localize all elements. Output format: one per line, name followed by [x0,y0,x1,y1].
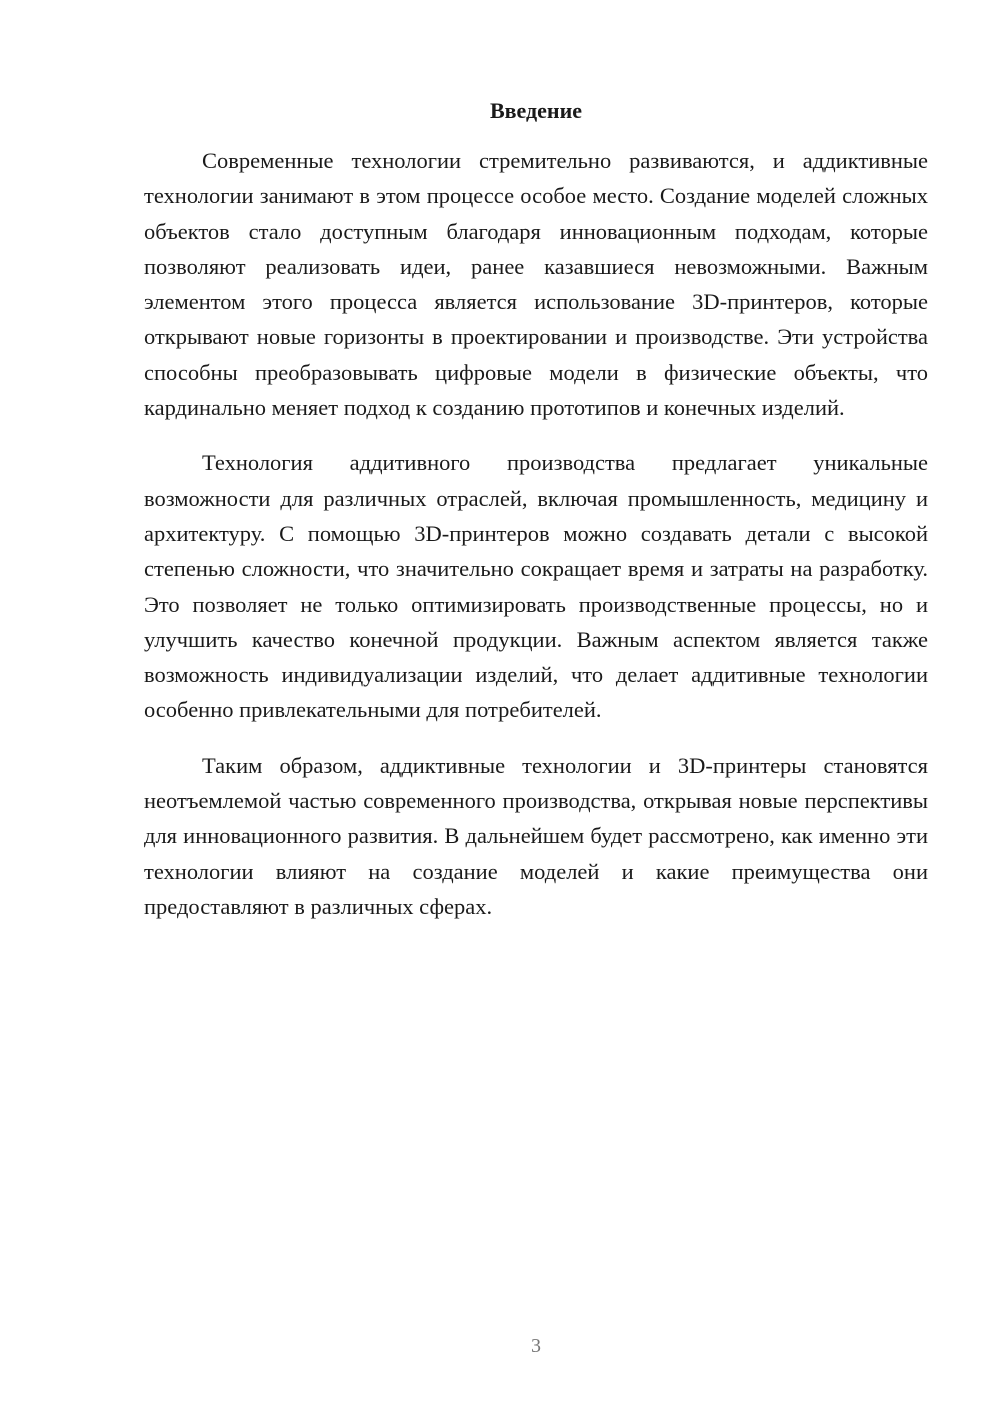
paragraph-1: Современные технологии стремительно развиваются, и аддиктивные технологии занимают в этом процессе особое место. Создание моделей сложных объектов стало доступным благодаря инновационным подходам, которые позволяют реализовать идеи, ранее казавшиеся невозможными. Важным элементом этого процесса является использование 3D-принтеров, которые открывают новые горизонты в проектировании и производстве. Эти устройства способны преобразовывать цифровые модели в физические объекты, что кардинально меняет подход к созданию прототипов и конечных изделий. [144,148,928,421]
paragraph-2: Технология аддитивного производства предлагает уникальные возможности для различных отраслей, включая промышленность, медицину и архитектуру. С помощью 3D-принтеров можно создавать детали с высокой степенью сложности, что значительно сокращает время и затраты на разработку. Это позволяет не только оптимизировать производственные процессы, но и улучшить качество конечной продукции. Важным аспектом является также возможность индивидуализации изделий, что делает аддитивные технологии особенно привлекательными для потребителей. [144,450,928,723]
page-number: 3 [531,1335,541,1357]
paragraph-3: Таким образом, аддиктивные технологии и 3D-принтеры становятся неотъемлемой частью современного производства, открывая новые перспективы для инновационного развития. В дальнейшем будет рассмотрено, как именно эти технологии влияют на создание моделей и какие преимущества они предоставляют в различных сферах. [144,752,928,919]
body-text [144,143,928,944]
section-heading: Введение [489,98,583,123]
